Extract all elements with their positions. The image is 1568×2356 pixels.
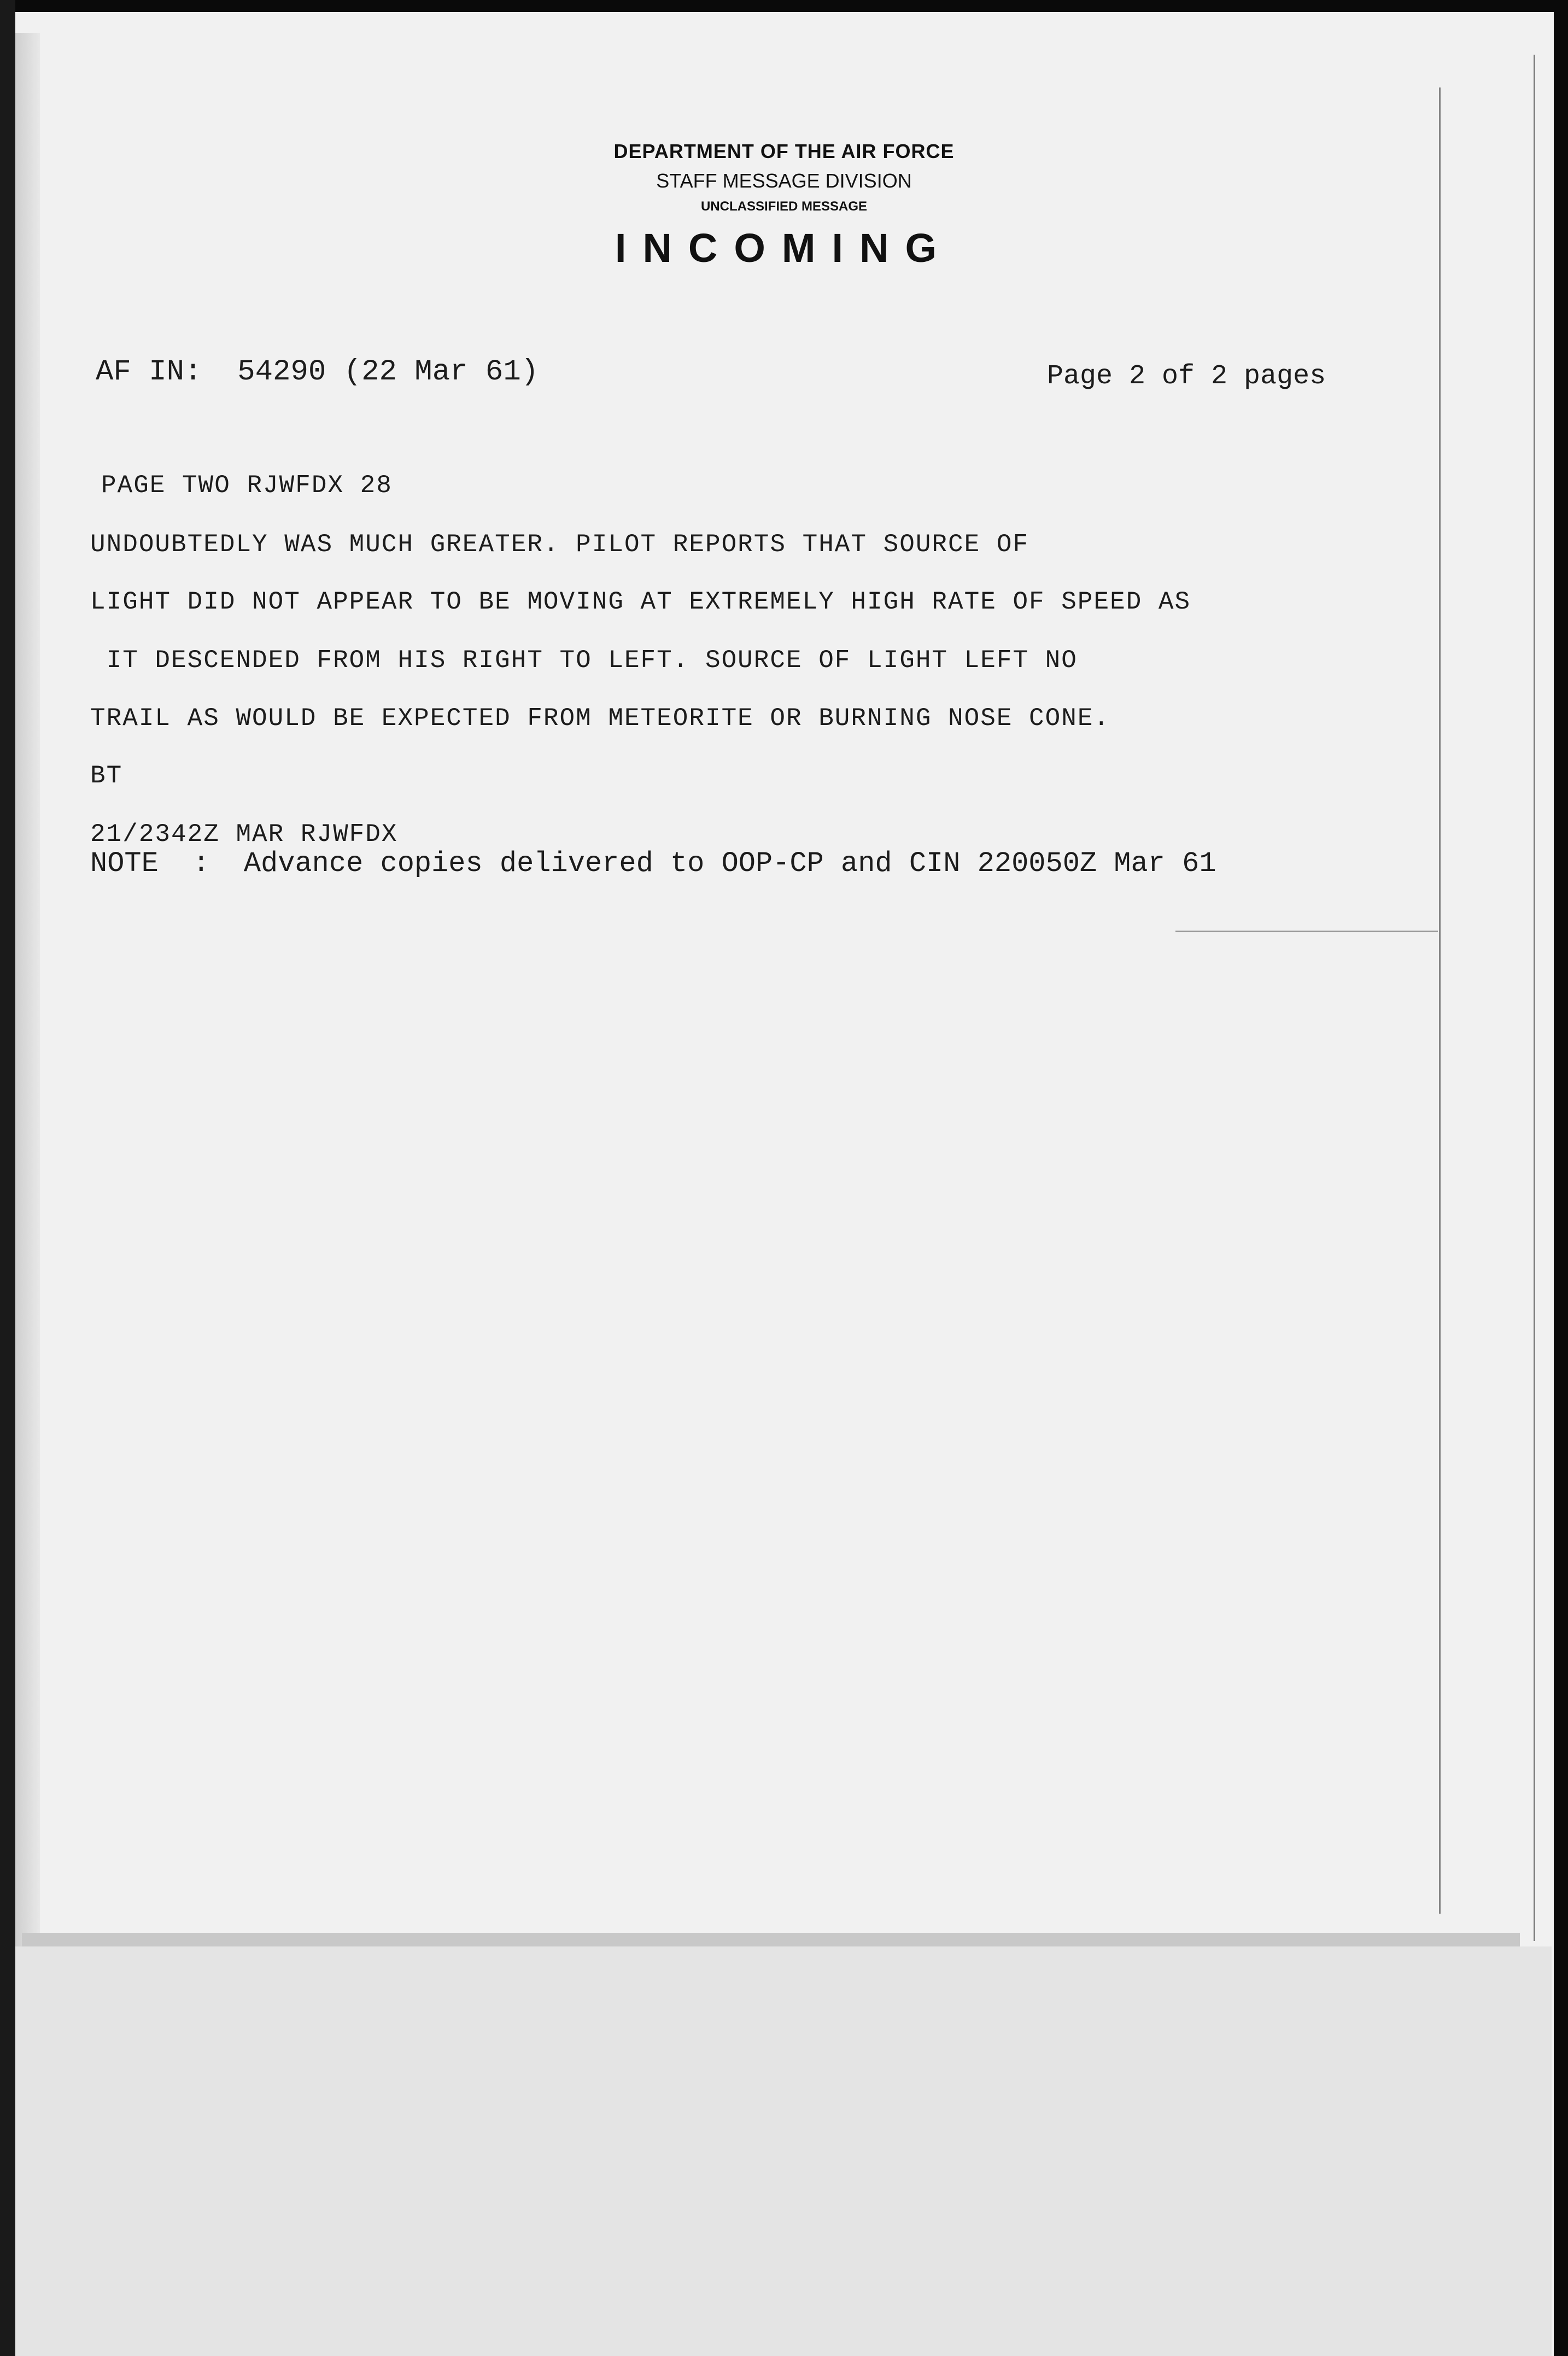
page-right-edge bbox=[1534, 55, 1535, 1941]
message-line: IT DESCENDED FROM HIS RIGHT TO LEFT. SOURCE OF LIGHT LEFT NO bbox=[90, 646, 1078, 675]
division-title: STAFF MESSAGE DIVISION bbox=[656, 169, 912, 192]
scan-bottom-shadow bbox=[22, 1933, 1520, 1946]
message-type-title: INCOMING bbox=[615, 225, 953, 271]
message-line: LIGHT DID NOT APPEAR TO BE MOVING AT EXTREMELY HIGH RATE OF SPEED AS bbox=[90, 588, 1191, 616]
tear-line bbox=[1175, 931, 1438, 932]
date-time-group: 21/2342Z MAR RJWFDX bbox=[90, 820, 398, 849]
page-right-border bbox=[1439, 87, 1441, 1914]
page-count: Page 2 of 2 pages bbox=[1047, 361, 1326, 392]
classification-label: UNCLASSIFIED MESSAGE bbox=[700, 199, 868, 214]
scan-left-shadow bbox=[15, 33, 40, 1946]
scan-frame-top bbox=[0, 0, 1568, 12]
page-identifier: PAGE TWO RJWFDX 28 bbox=[101, 471, 393, 500]
message-break: BT bbox=[90, 762, 123, 790]
document-header bbox=[0, 137, 1568, 276]
scan-bottom-area bbox=[15, 1946, 1552, 2356]
message-line: UNDOUBTEDLY WAS MUCH GREATER. PILOT REPORTS THAT SOURCE OF bbox=[90, 530, 1029, 559]
scan-frame-right bbox=[1554, 0, 1568, 2356]
department-title: DEPARTMENT OF THE AIR FORCE bbox=[613, 140, 955, 162]
note-line: NOTE : Advance copies delivered to OOP-CP and CIN 220050Z Mar 61 bbox=[90, 847, 1216, 880]
af-in-number: AF IN: 54290 (22 Mar 61) bbox=[96, 355, 539, 389]
message-line: TRAIL AS WOULD BE EXPECTED FROM METEORITE OR BURNING NOSE CONE. bbox=[90, 704, 1110, 733]
scan-frame-left bbox=[0, 0, 15, 2356]
